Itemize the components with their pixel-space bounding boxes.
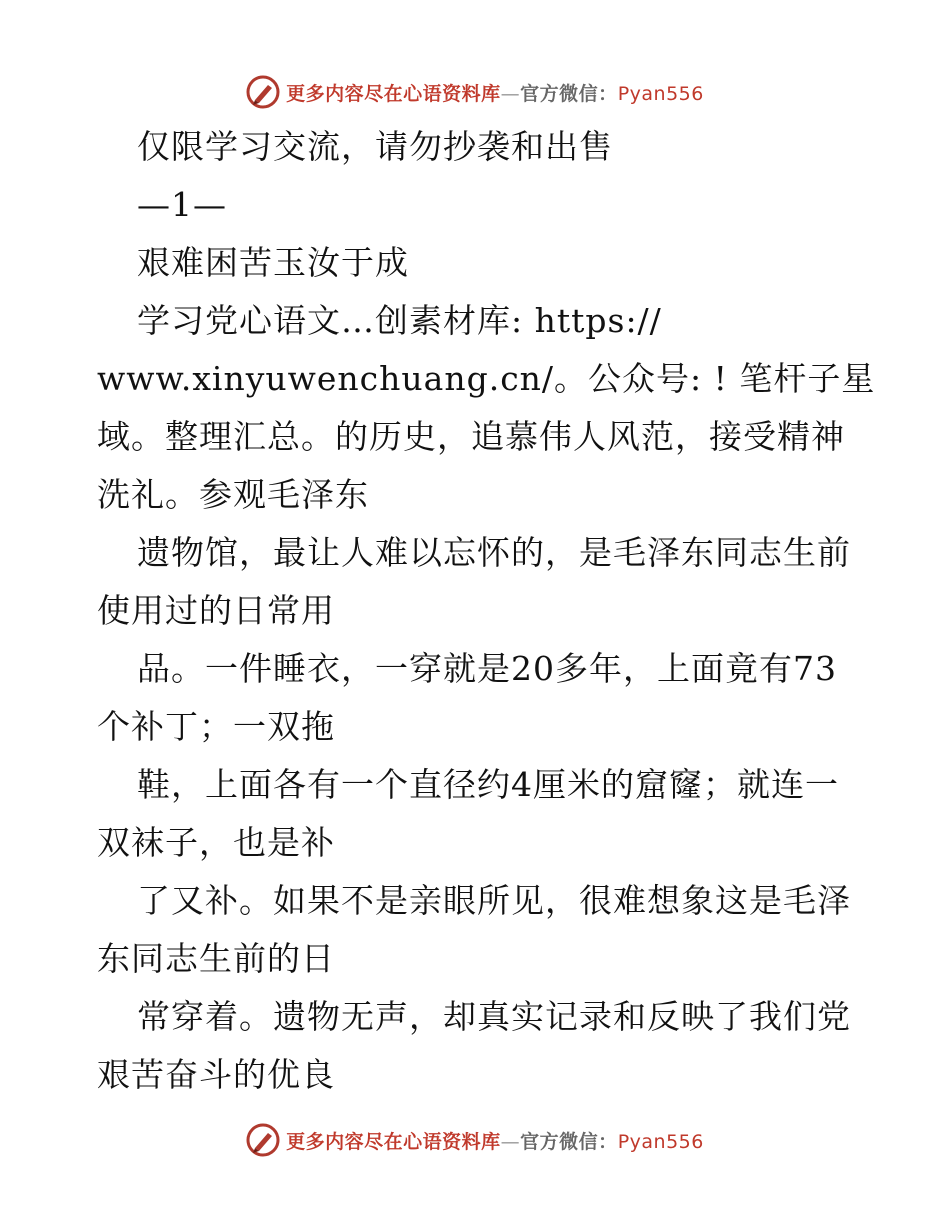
section-heading: 艰难困苦玉汝于成 xyxy=(137,243,409,282)
pen-logo-icon xyxy=(246,1123,280,1157)
paragraph-line: www.xinyuwenchuang.cn/。公众号: ! 笔杆子星 xyxy=(97,359,876,398)
document-body xyxy=(97,118,876,1104)
paragraph-line: 常穿着。遗物无声，却真实记录和反映了我们党 xyxy=(137,997,851,1036)
paragraph-line: 了又补。如果不是亲眼所见，很难想象这是毛泽 xyxy=(137,881,851,920)
paragraph-line: 域。整理汇总。的历史，追慕伟人风范，接受精神 xyxy=(97,417,845,456)
disclaimer-line: 仅限学习交流，请勿抄袭和出售 xyxy=(137,127,613,166)
header-watermark-banner xyxy=(0,72,950,112)
section-number: —1— xyxy=(137,185,227,224)
paragraph-line: 东同志生前的日 xyxy=(97,939,335,978)
paragraph-line: 遗物馆，最让人难以忘怀的，是毛泽东同志生前 xyxy=(137,533,851,572)
footer-watermark-banner xyxy=(0,1120,950,1160)
paragraph-line: 个补丁；一双拖 xyxy=(97,707,335,746)
watermark-text: 更多内容尽在心语资料库—官方微信：Pyan556 xyxy=(286,1130,704,1153)
watermark-text: 更多内容尽在心语资料库—官方微信：Pyan556 xyxy=(286,82,704,105)
paragraph-line: 使用过的日常用 xyxy=(97,591,335,630)
paragraph-line: 艰苦奋斗的优良 xyxy=(97,1055,335,1094)
paragraph-line: 学习党心语文…创素材库: https:// xyxy=(137,301,662,340)
paragraph-line: 洗礼。参观毛泽东 xyxy=(97,475,369,514)
paragraph-line: 品。一件睡衣，一穿就是20多年，上面竟有73 xyxy=(137,649,837,688)
paragraph-line: 鞋，上面各有一个直径约4厘米的窟窿；就连一 xyxy=(137,765,839,804)
pen-logo-icon xyxy=(246,75,280,109)
paragraph-line: 双袜子，也是补 xyxy=(97,823,335,862)
